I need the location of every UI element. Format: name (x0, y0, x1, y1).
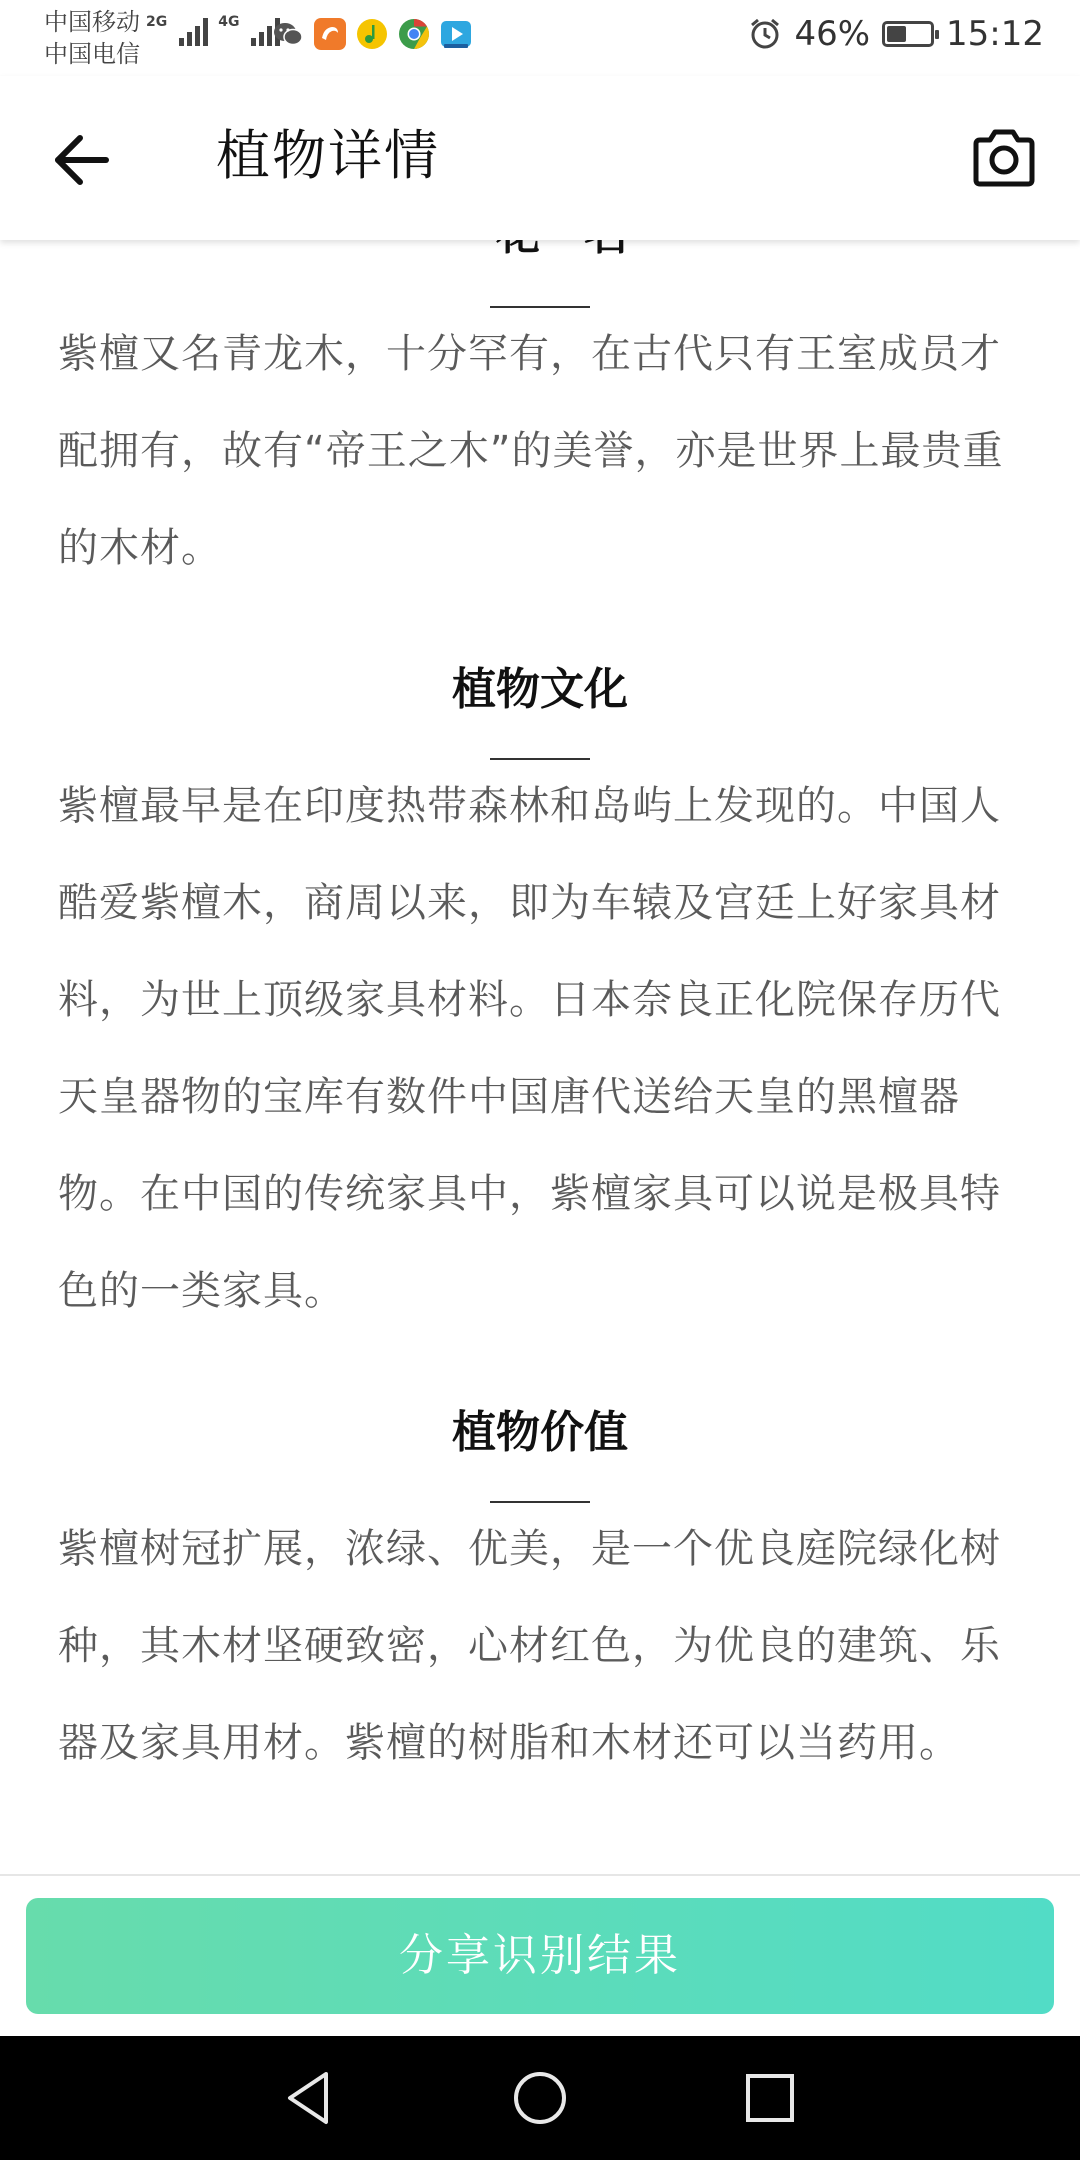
section-body-name: 紫檀又名青龙木，十分罕有，在古代只有王室成员才配拥有，故有“帝王之木”的美誉，亦是世界上最贵重的木材。 (58, 331, 1004, 571)
section-title-culture: 植物文化 (452, 664, 628, 715)
section-body-culture: 紫檀最早是在印度热带森林和岛屿上发现的。中国人酷爱紫檀木，商周以来，即为车辕及宫廷上好家具材料，为世上顶级家具材料。日本奈良正化院保存历代天皇器物的宝库有数件中国唐代送给天皇的黑檀器物。在中国的传统家具中，紫檀家具可以说是极具特色的一类家具。 (58, 783, 1001, 1314)
nav-home-circle-icon[interactable] (506, 2064, 574, 2132)
app-header (0, 76, 1080, 240)
bottom-divider (0, 1874, 1080, 1876)
status-right (748, 14, 1044, 54)
page-title: 植物详情 (216, 124, 440, 187)
network-type-1: 2G (146, 14, 168, 30)
section-body-value: 紫檀树冠扩展，浓绿、优美，是一个优良庭院绿化树种，其木材坚硬致密，心材红色，为优良的建筑、乐器及家具用材。紫檀的树脂和木材还可以当药用。 (58, 1526, 1001, 1766)
battery-percent: 46% (794, 14, 871, 54)
uc-browser-icon (314, 18, 346, 50)
tencent-video-icon (440, 18, 472, 50)
qq-music-icon (356, 18, 388, 50)
chrome-icon (398, 18, 430, 50)
back-arrow-icon[interactable] (50, 128, 114, 192)
network-type-2: 4G (218, 14, 240, 30)
notification-icons (272, 18, 472, 50)
wechat-icon (272, 18, 304, 50)
share-result-button[interactable]: 分享识别结果 (26, 1898, 1054, 2014)
camera-icon[interactable] (968, 122, 1040, 194)
system-nav-bar (0, 2036, 1080, 2160)
plant-detail-content[interactable] (0, 240, 1080, 1874)
signal-bars-1-icon (179, 14, 208, 46)
clock-time: 15:12 (946, 14, 1044, 54)
carrier-2: 中国电信 (44, 40, 140, 68)
nav-recents-square-icon[interactable] (736, 2064, 804, 2132)
alarm-clock-icon (748, 17, 782, 51)
battery-icon (882, 21, 934, 47)
status-bar (0, 0, 1080, 76)
carrier-labels (44, 6, 140, 70)
carrier-1: 中国移动 (44, 8, 140, 36)
section-title-value: 植物价值 (452, 1407, 628, 1458)
nav-back-triangle-icon[interactable] (276, 2064, 344, 2132)
signal-indicators (146, 14, 280, 46)
